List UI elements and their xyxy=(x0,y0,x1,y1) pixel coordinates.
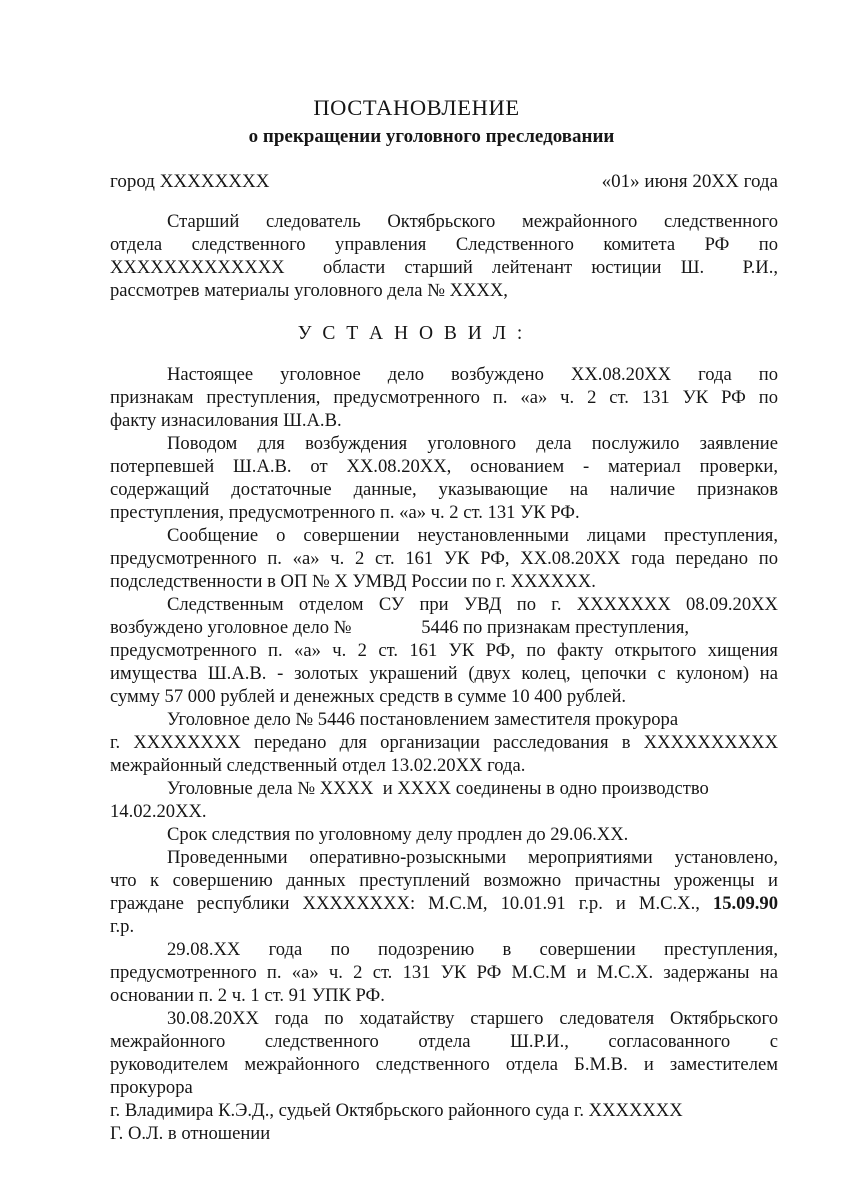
text-line: Срок следствия по уголовному делу продлен до 29.06.ХХ. xyxy=(167,824,629,845)
text-line: г. Владимира К.Э.Д., судьей Октябрьского районного суда г. ХХХХХХХ xyxy=(110,1100,683,1121)
paragraph xyxy=(110,777,778,823)
bold-text: 15.09.90 xyxy=(712,893,778,914)
paragraph xyxy=(110,823,778,846)
text-line: предусмотренного п. «а» ч. 2 ст. 131 УК РФ М.С.М и М.С.Х. задержаны на xyxy=(110,962,778,983)
text-segment: граждане республики ХХХХХХХХ: М.С.М, 10.01.91 г.р. и М.С.Х., xyxy=(110,893,713,914)
text-line: прокурора xyxy=(110,1077,193,1098)
paragraph xyxy=(110,363,778,432)
text-line xyxy=(110,892,778,915)
text-line: 29.08.ХХ года по подозрению в совершении преступления, xyxy=(167,939,778,960)
text-line: Старший следователь Октябрьского межрайонного следственного xyxy=(167,211,778,232)
text-line: признакам преступления, предусмотренного п. «а» ч. 2 ст. 131 УК РФ по xyxy=(110,387,778,408)
document-subtitle: о прекращении уголовного преследовании xyxy=(248,126,615,147)
text-line: межрайонный следственный отдел 13.02.20ХХ года. xyxy=(110,755,526,776)
text-line: возбуждено уголовное дело № 5446 по признакам преступления, xyxy=(110,617,690,638)
text-line: предусмотренного п. «а» ч. 2 ст. 161 УК РФ, по факту открытого хищения xyxy=(110,640,778,661)
date-label: «01» июня 20ХХ года xyxy=(601,171,778,192)
paragraph xyxy=(110,432,778,524)
paragraph xyxy=(110,938,778,1007)
resolution-heading: У С Т А Н О В И Л : xyxy=(297,323,526,344)
paragraph xyxy=(110,210,778,302)
text-line: межрайонного следственного отдела Ш.Р.И., согласованного с xyxy=(110,1031,778,1052)
text-line: Настоящее уголовное дело возбуждено ХХ.08.20ХХ года по xyxy=(167,364,778,385)
document-title: ПОСТАНОВЛЕНИЕ xyxy=(313,95,520,120)
text-line: что к совершению данных преступлений возможно причастны уроженцы и xyxy=(110,870,778,891)
text-line: Поводом для возбуждения уголовного дела послужило заявление xyxy=(167,433,778,454)
text-line: Уголовное дело № 5446 постановлением заместителя прокурора xyxy=(167,709,679,730)
text-line: 30.08.20ХХ года по ходатайству старшего следователя Октябрьского xyxy=(167,1008,778,1029)
paragraph xyxy=(110,846,778,938)
text-line: 14.02.20ХХ. xyxy=(110,801,207,822)
text-line: ХХХХХХХХХХХХХ области старший лейтенант юстиции Ш. Р.И., xyxy=(110,257,778,278)
text-line: содержащий достаточные данные, указывающие на наличие признаков xyxy=(110,479,778,500)
text-line: имущества Ш.А.В. - золотых украшений (двух колец, цепочки с кулоном) на xyxy=(110,663,778,684)
text-line: Сообщение о совершении неустановленными лицами преступления, xyxy=(167,525,778,546)
text-line: рассмотрев материалы уголовного дела № ХХХХ, xyxy=(110,280,508,301)
preamble xyxy=(110,210,778,302)
text-line: потерпевшей Ш.А.В. от ХХ.08.20ХХ, основанием - материал проверки, xyxy=(110,456,778,477)
text-line: основании п. 2 ч. 1 ст. 91 УПК РФ. xyxy=(110,985,385,1006)
text-line: отдела следственного управления Следственного комитета РФ по xyxy=(110,234,778,255)
text-line: преступления, предусмотренного п. «а» ч. 2 ст. 131 УК РФ. xyxy=(110,502,580,523)
text-line: предусмотренного п. «а» ч. 2 ст. 161 УК РФ, ХХ.08.20ХХ года передано по xyxy=(110,548,778,569)
text-line: Г. О.Л. в отношении xyxy=(110,1123,271,1144)
city-date-row xyxy=(110,170,778,193)
paragraph xyxy=(110,524,778,593)
text-line: Следственным отделом СУ при УВД по г. ХХХХХХХ 08.09.20ХХ xyxy=(167,594,778,615)
paragraph xyxy=(110,593,778,708)
document-body xyxy=(110,363,778,1145)
paragraph xyxy=(110,708,778,777)
text-line: факту изнасилования Ш.А.В. xyxy=(110,410,342,431)
text-line: подследственности в ОП № Х УМВД России по г. ХХХХХХ. xyxy=(110,571,596,592)
text-line: руководителем межрайонного следственного отдела Б.М.В. и заместителем xyxy=(110,1054,778,1075)
text-line: г.р. xyxy=(110,916,135,937)
text-line: г. ХХХХХХХХ передано для организации расследования в ХХХХХХХХХХ xyxy=(110,732,778,753)
paragraph xyxy=(110,1099,778,1145)
text-line: сумму 57 000 рублей и денежных средств в сумме 10 400 рублей. xyxy=(110,686,627,707)
text-line: Проведенными оперативно-розыскными мероприятиями установлено, xyxy=(167,847,778,868)
paragraph xyxy=(110,1007,778,1099)
text-line: Уголовные дела № ХХХХ и ХХХХ соединены в одно производство xyxy=(167,778,709,799)
city-label: город ХХХХХХХХ xyxy=(110,171,270,192)
